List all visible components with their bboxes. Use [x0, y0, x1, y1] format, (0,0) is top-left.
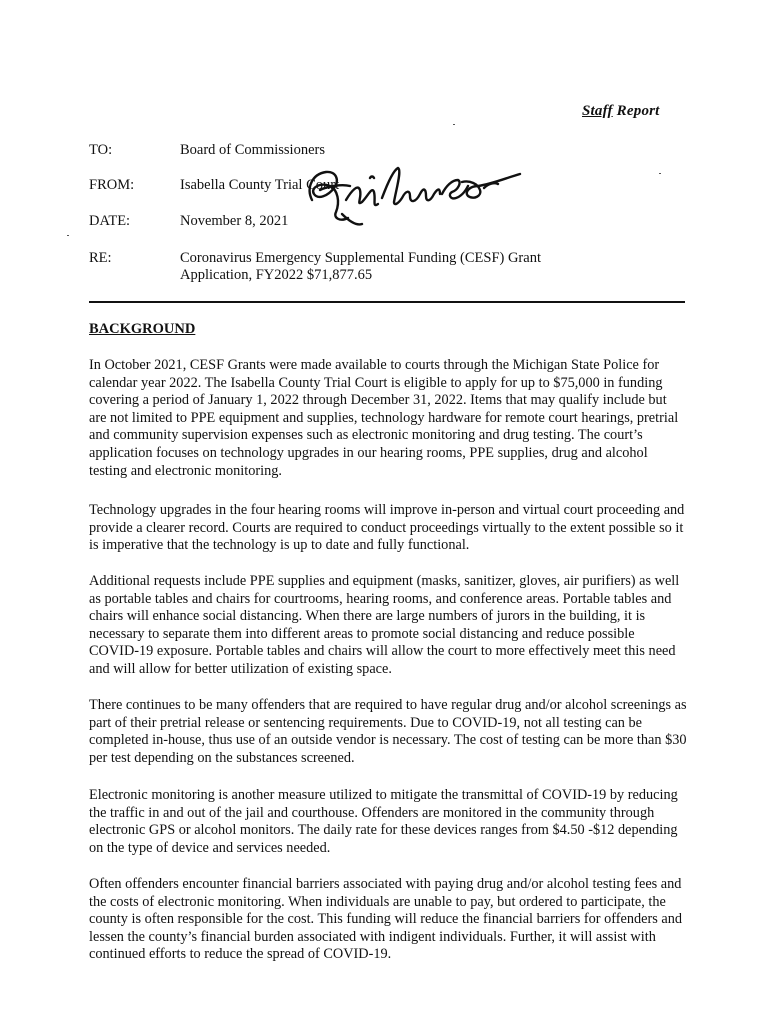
memo-re-label: RE: [89, 250, 112, 266]
memo-to-value: Board of Commissioners [180, 142, 325, 158]
memo-from-label: FROM: [89, 177, 135, 193]
staff-report-title [582, 103, 660, 120]
background-paragraph-4: There continues to be many offenders that are required to have regular drug and/or alcohol screenings as part of their pretrial release or sentencing requirements. Due to COVID-19, not all testing can be completed in-house, thus use of an outside vendor is necessary. The cost of testing can be more than $30 per test depending on the substances screened. [89, 697, 687, 766]
scan-speck [453, 124, 455, 125]
memo-date-value: November 8, 2021 [180, 213, 289, 229]
memo-re-line-2: Application, FY2022 $71,877.65 [180, 267, 373, 283]
background-paragraph-1: In October 2021, CESF Grants were made available to courts through the Michigan State Police for calendar year 2022. The Isabella County Trial Court is eligible to apply for up to $75,000 in funding covering a period of January 1, 2022 through December 31, 2022. Items that may qualify include but are not limited to PPE equipment and supplies, technology hardware for remote court hearings, pretrial and community supervision expenses such as electronic monitoring and drug testing. The court’s application focuses on technology upgrades in our hearing rooms, PPE supplies, drug and alcohol testing and electronic monitoring. [89, 357, 679, 479]
memo-from-value: Isabella County Trial Court [180, 177, 340, 193]
staff-word: Staff [582, 103, 613, 119]
memo-re-line-1: Coronavirus Emergency Supplemental Funding (CESF) Grant [180, 250, 541, 266]
scan-speck [659, 173, 661, 174]
background-paragraph-3: Additional requests include PPE supplies and equipment (masks, sanitizer, gloves, air purifiers) as well as portable tables and chairs for courtrooms, hearing rooms, and conference areas. Portable tables and chairs will enhance social distancing. When there are large numbers of jurors in the building, it is necessary to separate them into different areas to promote social distancing and reduce possible COVID-19 exposure. Portable tables and chairs will allow the court to more effectively meet this need and will allow for better utilization of existing space. [89, 573, 680, 677]
background-paragraph-2: Technology upgrades in the four hearing rooms will improve in-person and virtual court proceeding and provide a clearer record. Courts are required to conduct proceedings virtually to the extent possible so it is imperative that the technology is up to date and fully functional. [89, 502, 685, 554]
scan-speck [67, 235, 69, 236]
signature-graphic [302, 160, 527, 230]
header-divider-rule [89, 301, 685, 303]
background-heading: BACKGROUND [89, 321, 196, 337]
memo-re-value [180, 250, 610, 284]
background-paragraph-6: Often offenders encounter financial barriers associated with paying drug and/or alcohol testing fees and the costs of electronic monitoring. When individuals are unable to pay, but ordered to participate, the county is often responsible for the cost. This funding will reduce the financial barriers for offenders and lessen the county’s financial burden associated with indigent individuals. Further, it will assist with continued efforts to reduce the spread of COVID-19. [89, 876, 683, 963]
memo-date-label: DATE: [89, 213, 131, 229]
background-paragraph-5: Electronic monitoring is another measure utilized to mitigate the transmittal of COVID-19 by reducing the traffic in and out of the jail and courthouse. Offenders are monitored in the community through electronic GPS or alcohol monitors. The daily rate for these devices ranges from $4.50 -$12 depending on the type of device and services needed. [89, 787, 678, 856]
report-word: Report [612, 103, 660, 119]
memo-to-label: TO: [89, 142, 113, 158]
